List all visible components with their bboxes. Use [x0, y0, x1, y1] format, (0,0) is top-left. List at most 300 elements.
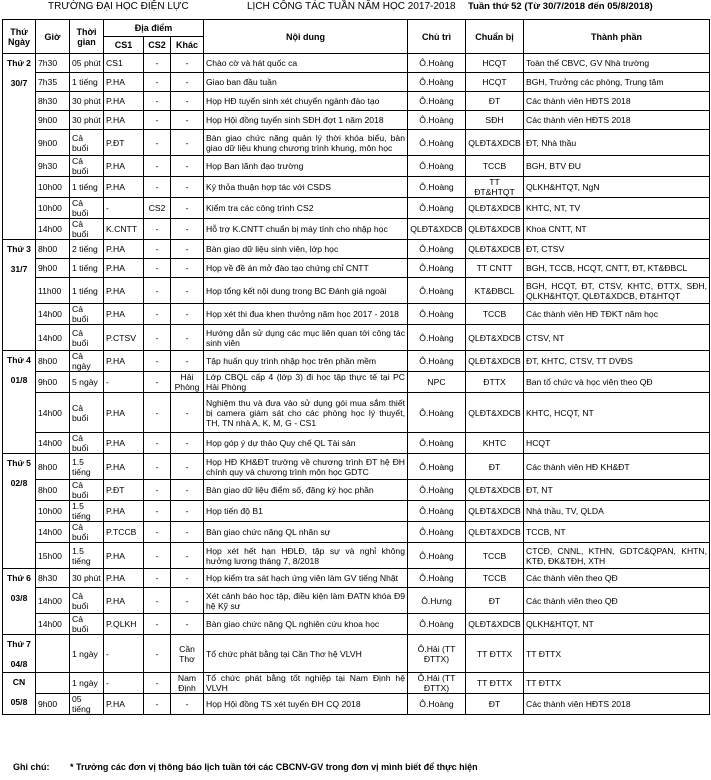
chair-cell: Ô.Hoàng: [408, 694, 466, 715]
location-other-cell: Cần Thơ: [171, 635, 204, 673]
location-other-cell: -: [171, 177, 204, 198]
location-other-cell: -: [171, 433, 204, 454]
prep-cell: TT ĐT&HTQT: [466, 177, 524, 198]
chair-cell: Ô.Hải (TT ĐTTX): [408, 673, 466, 694]
location-other-cell: -: [171, 480, 204, 501]
location-cs2-cell: -: [144, 454, 171, 480]
col-noidung: Nội dung: [204, 20, 408, 54]
location-cs1-cell: -: [104, 372, 144, 393]
table-row: [3, 393, 710, 433]
day-date: 30/7: [10, 78, 28, 88]
location-other-cell: -: [171, 219, 204, 240]
duration-cell: Cả buổi: [70, 433, 104, 454]
footnote-label: Ghi chú:: [13, 762, 50, 772]
participants-cell: BGH, Trưởng các phòng, Trung tâm: [524, 73, 710, 92]
chair-cell: QLĐT&XDCB: [408, 219, 466, 240]
participants-cell: ĐT, KHTC, CTSV, TT DVĐS: [524, 351, 710, 372]
duration-cell: Cả buổi: [70, 325, 104, 351]
day-name: Thứ 4: [7, 355, 31, 365]
location-cs1-cell: P.HA: [104, 694, 144, 715]
location-other-cell: Nam Định: [171, 673, 204, 694]
location-other-cell: Hải Phòng: [171, 372, 204, 393]
content-cell: Ký thỏa thuận hợp tác với CSDS: [204, 177, 408, 198]
table-row: [3, 92, 710, 111]
chair-cell: Ô.Hoàng: [408, 304, 466, 325]
location-cs1-cell: P.HA: [104, 92, 144, 111]
footnote-text: * Trưởng các đơn vị thông báo lịch tuần tới các CBCNV-GV trong đơn vị mình biết để thực hiện: [70, 762, 478, 772]
duration-cell: 1 ngày: [70, 673, 104, 694]
content-cell: Họp Hội đồng TS xét tuyển ĐH CQ 2018: [204, 694, 408, 715]
day-cell: [3, 635, 36, 673]
location-cs1-cell: P.HA: [104, 433, 144, 454]
time-cell: 14h00: [36, 522, 70, 543]
day-name: Thứ 2: [7, 58, 31, 68]
table-row: [3, 130, 710, 156]
table-row: [3, 351, 710, 372]
table-row: [3, 278, 710, 304]
time-cell: 10h00: [36, 198, 70, 219]
chair-cell: Ô.Hoàng: [408, 614, 466, 635]
duration-cell: Cả buổi: [70, 198, 104, 219]
participants-cell: HCQT: [524, 433, 710, 454]
chair-cell: Ô.Hoàng: [408, 433, 466, 454]
participants-cell: QLKH&HTQT, NgN: [524, 177, 710, 198]
content-cell: Họp góp ý dự thảo Quy chế QL Tài sản: [204, 433, 408, 454]
location-cs2-cell: -: [144, 351, 171, 372]
location-cs2-cell: -: [144, 480, 171, 501]
location-other-cell: -: [171, 522, 204, 543]
location-cs2-cell: -: [144, 73, 171, 92]
prep-cell: QLĐT&XDCB: [466, 198, 524, 219]
prep-cell: QLĐT&XDCB: [466, 325, 524, 351]
time-cell: 14h00: [36, 588, 70, 614]
participants-cell: Các thành viên HĐ KH&ĐT: [524, 454, 710, 480]
location-cs1-cell: P.HA: [104, 240, 144, 259]
chair-cell: NPC: [408, 372, 466, 393]
school-name: TRƯỜNG ĐẠI HỌC ĐIỆN LỰC: [48, 1, 189, 12]
location-other-cell: -: [171, 111, 204, 130]
duration-cell: Cả buổi: [70, 304, 104, 325]
duration-cell: 2 tiếng: [70, 240, 104, 259]
prep-cell: QLĐT&XDCB: [466, 614, 524, 635]
participants-cell: CTSV, NT: [524, 325, 710, 351]
location-cs1-cell: P.HA: [104, 588, 144, 614]
location-cs2-cell: -: [144, 130, 171, 156]
location-cs1-cell: P.HA: [104, 543, 144, 569]
location-cs2-cell: -: [144, 694, 171, 715]
prep-cell: QLĐT&XDCB: [466, 240, 524, 259]
content-cell: Họp về đề án mở đào tạo chứng chỉ CNTT: [204, 259, 408, 278]
participants-cell: Các thành viên HĐTS 2018: [524, 111, 710, 130]
duration-cell: 30 phút: [70, 111, 104, 130]
chair-cell: Ô.Hoàng: [408, 393, 466, 433]
time-cell: [36, 673, 70, 694]
content-cell: Họp HĐ KH&ĐT trường về chương trình ĐT hệ ĐH chính quy và chương trình môn học GDTC: [204, 454, 408, 480]
location-cs2-cell: -: [144, 111, 171, 130]
table-row: [3, 569, 710, 588]
content-cell: Giao ban đầu tuần: [204, 73, 408, 92]
location-cs1-cell: P.HA: [104, 278, 144, 304]
location-other-cell: -: [171, 304, 204, 325]
day-name: CN: [12, 677, 26, 687]
participants-cell: ĐT, CTSV: [524, 240, 710, 259]
prep-cell: QLĐT&XDCB: [466, 501, 524, 522]
duration-cell: 1 tiếng: [70, 278, 104, 304]
content-cell: Nghiệm thu và đưa vào sử dụng gói mua sắm thiết bị camera giám sát cho các phòng học lý thuyết, TH, TN nhà A, K, M, G - CS1: [204, 393, 408, 433]
participants-cell: KHTC, NT, TV: [524, 198, 710, 219]
location-other-cell: -: [171, 278, 204, 304]
participants-cell: QLKH&HTQT, NT: [524, 614, 710, 635]
col-cs1: CS1: [104, 37, 144, 54]
time-cell: 14h00: [36, 219, 70, 240]
chair-cell: Ô.Hoàng: [408, 240, 466, 259]
content-cell: Bàn giao chức năng QL nghiên cứu khoa học: [204, 614, 408, 635]
day-name: Thứ 7: [7, 639, 31, 649]
prep-cell: QLĐT&XDCB: [466, 219, 524, 240]
day-cell: [3, 673, 36, 715]
content-cell: Họp kiểm tra sát hạch ứng viên làm GV tiếng Nhật: [204, 569, 408, 588]
duration-cell: 05 phút: [70, 54, 104, 73]
duration-cell: 05 tiếng: [70, 694, 104, 715]
day-name: Thứ 6: [7, 573, 31, 583]
time-cell: 9h00: [36, 259, 70, 278]
location-cs2-cell: -: [144, 635, 171, 673]
content-cell: Họp HĐ tuyển sinh xét chuyển ngành đào tạo: [204, 92, 408, 111]
col-chutri: Chủ trì: [408, 20, 466, 54]
prep-cell: KT&ĐBCL: [466, 278, 524, 304]
location-other-cell: -: [171, 543, 204, 569]
day-cell: [3, 454, 36, 569]
participants-cell: Ban tổ chức và học viên theo QĐ: [524, 372, 710, 393]
location-other-cell: -: [171, 393, 204, 433]
location-cs2-cell: -: [144, 177, 171, 198]
location-cs1-cell: -: [104, 198, 144, 219]
location-cs1-cell: -: [104, 673, 144, 694]
location-cs1-cell: P.HA: [104, 111, 144, 130]
chair-cell: Ô.Hoàng: [408, 259, 466, 278]
chair-cell: Ô.Hoàng: [408, 73, 466, 92]
chair-cell: Ô.Hoàng: [408, 54, 466, 73]
day-cell: [3, 240, 36, 351]
time-cell: 9h00: [36, 694, 70, 715]
table-row: [3, 177, 710, 198]
location-cs2-cell: -: [144, 54, 171, 73]
location-cs2-cell: -: [144, 304, 171, 325]
day-date: 03/8: [10, 593, 28, 603]
time-cell: 14h00: [36, 304, 70, 325]
content-cell: Tổ chức phát bằng tại Cần Thơ hệ VLVH: [204, 635, 408, 673]
location-other-cell: -: [171, 614, 204, 635]
col-ngay: Ngày: [7, 36, 30, 47]
location-other-cell: -: [171, 240, 204, 259]
day-date: 05/8: [10, 697, 28, 707]
duration-cell: 1 tiếng: [70, 177, 104, 198]
location-other-cell: -: [171, 73, 204, 92]
content-cell: Kiểm tra các công trình CS2: [204, 198, 408, 219]
duration-cell: 1.5 tiếng: [70, 543, 104, 569]
participants-cell: Nhà thầu, TV, QLDA: [524, 501, 710, 522]
duration-cell: Cả buổi: [70, 588, 104, 614]
location-cs1-cell: P.HA: [104, 393, 144, 433]
table-row: [3, 501, 710, 522]
duration-cell: 1 tiếng: [70, 259, 104, 278]
duration-cell: Cả buổi: [70, 156, 104, 177]
prep-cell: QLĐT&XDCB: [466, 393, 524, 433]
col-diadiem: Địa điểm: [104, 20, 204, 37]
table-row: [3, 480, 710, 501]
location-cs1-cell: P.HA: [104, 501, 144, 522]
chair-cell: Ô.Hoàng: [408, 501, 466, 522]
location-other-cell: -: [171, 694, 204, 715]
content-cell: Họp xét hết hạn HĐLĐ, tập sự và nghỉ không hưởng lương tháng 7, 8/2018: [204, 543, 408, 569]
page-title: LỊCH CÔNG TÁC TUẦN NĂM HỌC 2017-2018: [247, 1, 456, 12]
participants-cell: KHTC, HCQT, NT: [524, 393, 710, 433]
table-row: [3, 454, 710, 480]
chair-cell: Ô.Hoàng: [408, 111, 466, 130]
location-other-cell: -: [171, 54, 204, 73]
chair-cell: Ô.Hoàng: [408, 569, 466, 588]
participants-cell: BGH, HCQT, ĐT, CTSV, KHTC, ĐTTX, SĐH, QLKH&HTQT, QLĐT&XDCB, ĐT&HTQT: [524, 278, 710, 304]
participants-cell: ĐT, NT: [524, 480, 710, 501]
location-cs1-cell: P.HA: [104, 73, 144, 92]
location-cs1-cell: P.TCCB: [104, 522, 144, 543]
chair-cell: Ô.Hoàng: [408, 454, 466, 480]
table-row: [3, 219, 710, 240]
duration-cell: 5 ngày: [70, 372, 104, 393]
header-row: [0, 0, 711, 13]
content-cell: Họp xét thi đua khen thưởng năm học 2017 - 2018: [204, 304, 408, 325]
table-row: [3, 111, 710, 130]
location-cs2-cell: CS2: [144, 198, 171, 219]
content-cell: Bàn giao chức năng quản lý thời khóa biểu, bàn giao dữ liệu khung chương trình khung, môn học: [204, 130, 408, 156]
time-cell: 9h00: [36, 111, 70, 130]
time-cell: 7h35: [36, 73, 70, 92]
duration-cell: 1 ngày: [70, 635, 104, 673]
time-cell: 8h30: [36, 92, 70, 111]
table-row: [3, 240, 710, 259]
participants-cell: Các thành viên HĐ TĐKT năm học: [524, 304, 710, 325]
col-cs2: CS2: [144, 37, 171, 54]
duration-cell: Cả ngày: [70, 351, 104, 372]
prep-cell: QLĐT&XDCB: [466, 130, 524, 156]
location-cs1-cell: P.HA: [104, 454, 144, 480]
prep-cell: QLĐT&XDCB: [466, 480, 524, 501]
prep-cell: TCCB: [466, 543, 524, 569]
time-cell: 7h30: [36, 54, 70, 73]
time-cell: 8h00: [36, 480, 70, 501]
content-cell: Bàn giao dữ liệu điểm số, đăng ký học phần: [204, 480, 408, 501]
content-cell: Chào cờ và hát quốc ca: [204, 54, 408, 73]
duration-cell: Cả buổi: [70, 219, 104, 240]
duration-cell: 1.5 tiếng: [70, 454, 104, 480]
duration-cell: Cả buổi: [70, 130, 104, 156]
time-cell: [36, 635, 70, 673]
table-row: [3, 635, 710, 673]
chair-cell: Ô.Hoàng: [408, 543, 466, 569]
location-cs1-cell: P.HA: [104, 351, 144, 372]
col-chuanbi: Chuẩn bị: [466, 20, 524, 54]
chair-cell: Ô.Hoàng: [408, 177, 466, 198]
participants-cell: Khoa CNTT, NT: [524, 219, 710, 240]
location-cs1-cell: P.CTSV: [104, 325, 144, 351]
location-cs1-cell: P.ĐT: [104, 480, 144, 501]
participants-cell: CTCĐ, CNNL, KTHN, GDTC&QPAN, KHTN, KTĐ, ĐK&TĐH, XTH: [524, 543, 710, 569]
location-other-cell: -: [171, 501, 204, 522]
chair-cell: Ô.Hoàng: [408, 156, 466, 177]
prep-cell: QLĐT&XDCB: [466, 351, 524, 372]
location-other-cell: -: [171, 130, 204, 156]
table-row: [3, 304, 710, 325]
duration-cell: 30 phút: [70, 569, 104, 588]
table-row: [3, 673, 710, 694]
time-cell: 9h30: [36, 156, 70, 177]
location-cs2-cell: -: [144, 543, 171, 569]
col-thoigian: Thời gian: [70, 20, 104, 54]
prep-cell: TCCB: [466, 304, 524, 325]
location-cs1-cell: P.HA: [104, 569, 144, 588]
location-cs2-cell: -: [144, 673, 171, 694]
location-cs2-cell: -: [144, 278, 171, 304]
location-other-cell: -: [171, 198, 204, 219]
location-cs1-cell: P.HA: [104, 259, 144, 278]
participants-cell: ĐT, Nhà thầu: [524, 130, 710, 156]
location-cs2-cell: -: [144, 156, 171, 177]
day-name: Thứ 5: [7, 458, 31, 468]
location-cs1-cell: CS1: [104, 54, 144, 73]
chair-cell: Ô.Hải (TT ĐTTX): [408, 635, 466, 673]
day-date: 02/8: [10, 478, 28, 488]
participants-cell: TT ĐTTX: [524, 673, 710, 694]
time-cell: 9h00: [36, 372, 70, 393]
location-cs2-cell: -: [144, 433, 171, 454]
location-cs2-cell: -: [144, 588, 171, 614]
location-other-cell: -: [171, 454, 204, 480]
table-row: [3, 614, 710, 635]
day-cell: [3, 569, 36, 635]
duration-cell: 1.5 tiếng: [70, 501, 104, 522]
content-cell: Lớp CBQL cấp 4 (lớp 3) đi học tập thực tế tại PC Hải Phòng: [204, 372, 408, 393]
day-date: 01/8: [10, 375, 28, 385]
day-cell: [3, 54, 36, 240]
time-cell: 15h00: [36, 543, 70, 569]
prep-cell: ĐT: [466, 588, 524, 614]
day-cell: [3, 351, 36, 454]
content-cell: Xét cảnh báo học tập, điều kiện làm ĐATN khóa Đ9 hệ Kỹ sư: [204, 588, 408, 614]
table-row: [3, 522, 710, 543]
location-cs1-cell: P.HA: [104, 156, 144, 177]
table-row: [3, 54, 710, 73]
duration-cell: 1 tiếng: [70, 73, 104, 92]
day-name: Thứ 3: [7, 244, 31, 254]
time-cell: 10h00: [36, 501, 70, 522]
table-row: [3, 588, 710, 614]
table-row: [3, 156, 710, 177]
content-cell: Tập huấn quy trình nhập học trên phần mềm: [204, 351, 408, 372]
location-cs2-cell: -: [144, 259, 171, 278]
location-cs2-cell: -: [144, 240, 171, 259]
time-cell: 10h00: [36, 177, 70, 198]
prep-cell: QLĐT&XDCB: [466, 522, 524, 543]
table-row: [3, 543, 710, 569]
location-cs2-cell: -: [144, 501, 171, 522]
chair-cell: Ô.Hoàng: [408, 480, 466, 501]
table-row: [3, 325, 710, 351]
location-cs1-cell: -: [104, 635, 144, 673]
location-cs2-cell: -: [144, 393, 171, 433]
participants-cell: Các thành viên HĐTS 2018: [524, 694, 710, 715]
participants-cell: TCCB, NT: [524, 522, 710, 543]
time-cell: 8h00: [36, 240, 70, 259]
content-cell: Tổ chức phát bằng tốt nghiệp tại Nam Định hệ VLVH: [204, 673, 408, 694]
time-cell: 14h00: [36, 325, 70, 351]
col-thu-ngay: [3, 20, 36, 54]
table-row: [3, 259, 710, 278]
chair-cell: Ô.Hoàng: [408, 92, 466, 111]
content-cell: Họp tiến độ B1: [204, 501, 408, 522]
day-date: 31/7: [10, 264, 28, 274]
location-cs1-cell: P.HA: [104, 304, 144, 325]
prep-cell: TT ĐTTX: [466, 673, 524, 694]
prep-cell: ĐT: [466, 454, 524, 480]
prep-cell: ĐTTX: [466, 372, 524, 393]
time-cell: 8h00: [36, 351, 70, 372]
location-cs2-cell: -: [144, 569, 171, 588]
content-cell: Họp Ban lãnh đạo trường: [204, 156, 408, 177]
content-cell: Hỗ trợ K.CNTT chuẩn bị máy tính cho nhập học: [204, 219, 408, 240]
table-row: [3, 694, 710, 715]
participants-cell: Toàn thể CBVC, GV Nhà trường: [524, 54, 710, 73]
location-cs2-cell: -: [144, 614, 171, 635]
table-row: [3, 198, 710, 219]
duration-cell: Cả buổi: [70, 393, 104, 433]
participants-cell: Các thành viên theo QĐ: [524, 569, 710, 588]
chair-cell: Ô.Hoàng: [408, 198, 466, 219]
participants-cell: Các thành viên HĐTS 2018: [524, 92, 710, 111]
location-cs2-cell: -: [144, 372, 171, 393]
time-cell: 11h00: [36, 278, 70, 304]
prep-cell: HCQT: [466, 73, 524, 92]
day-date: 04/8: [10, 659, 28, 669]
location-other-cell: -: [171, 588, 204, 614]
location-cs1-cell: P.ĐT: [104, 130, 144, 156]
location-other-cell: -: [171, 325, 204, 351]
chair-cell: Ô.Hoàng: [408, 522, 466, 543]
duration-cell: Cả buổi: [70, 614, 104, 635]
prep-cell: TCCB: [466, 156, 524, 177]
location-other-cell: -: [171, 351, 204, 372]
participants-cell: Các thành viên theo QĐ: [524, 588, 710, 614]
location-cs1-cell: K.CNTT: [104, 219, 144, 240]
week-label: Tuần thứ 52 (Từ 30/7/2018 đến 05/8/2018): [468, 1, 653, 12]
duration-cell: Cả buổi: [70, 480, 104, 501]
chair-cell: Ô.Hoàng: [408, 278, 466, 304]
prep-cell: ĐT: [466, 92, 524, 111]
prep-cell: TT CNTT: [466, 259, 524, 278]
location-other-cell: -: [171, 569, 204, 588]
location-cs1-cell: P.HA: [104, 177, 144, 198]
location-other-cell: -: [171, 92, 204, 111]
location-cs2-cell: -: [144, 219, 171, 240]
content-cell: Họp Hội đồng tuyển sinh SĐH đợt 1 năm 2018: [204, 111, 408, 130]
prep-cell: HCQT: [466, 54, 524, 73]
time-cell: 14h00: [36, 393, 70, 433]
prep-cell: KHTC: [466, 433, 524, 454]
content-cell: Họp tổng kết nội dung trong BC Đánh giá ngoài: [204, 278, 408, 304]
chair-cell: Ô.Hoàng: [408, 130, 466, 156]
prep-cell: SĐH: [466, 111, 524, 130]
time-cell: 8h30: [36, 569, 70, 588]
location-cs1-cell: P.QLKH: [104, 614, 144, 635]
